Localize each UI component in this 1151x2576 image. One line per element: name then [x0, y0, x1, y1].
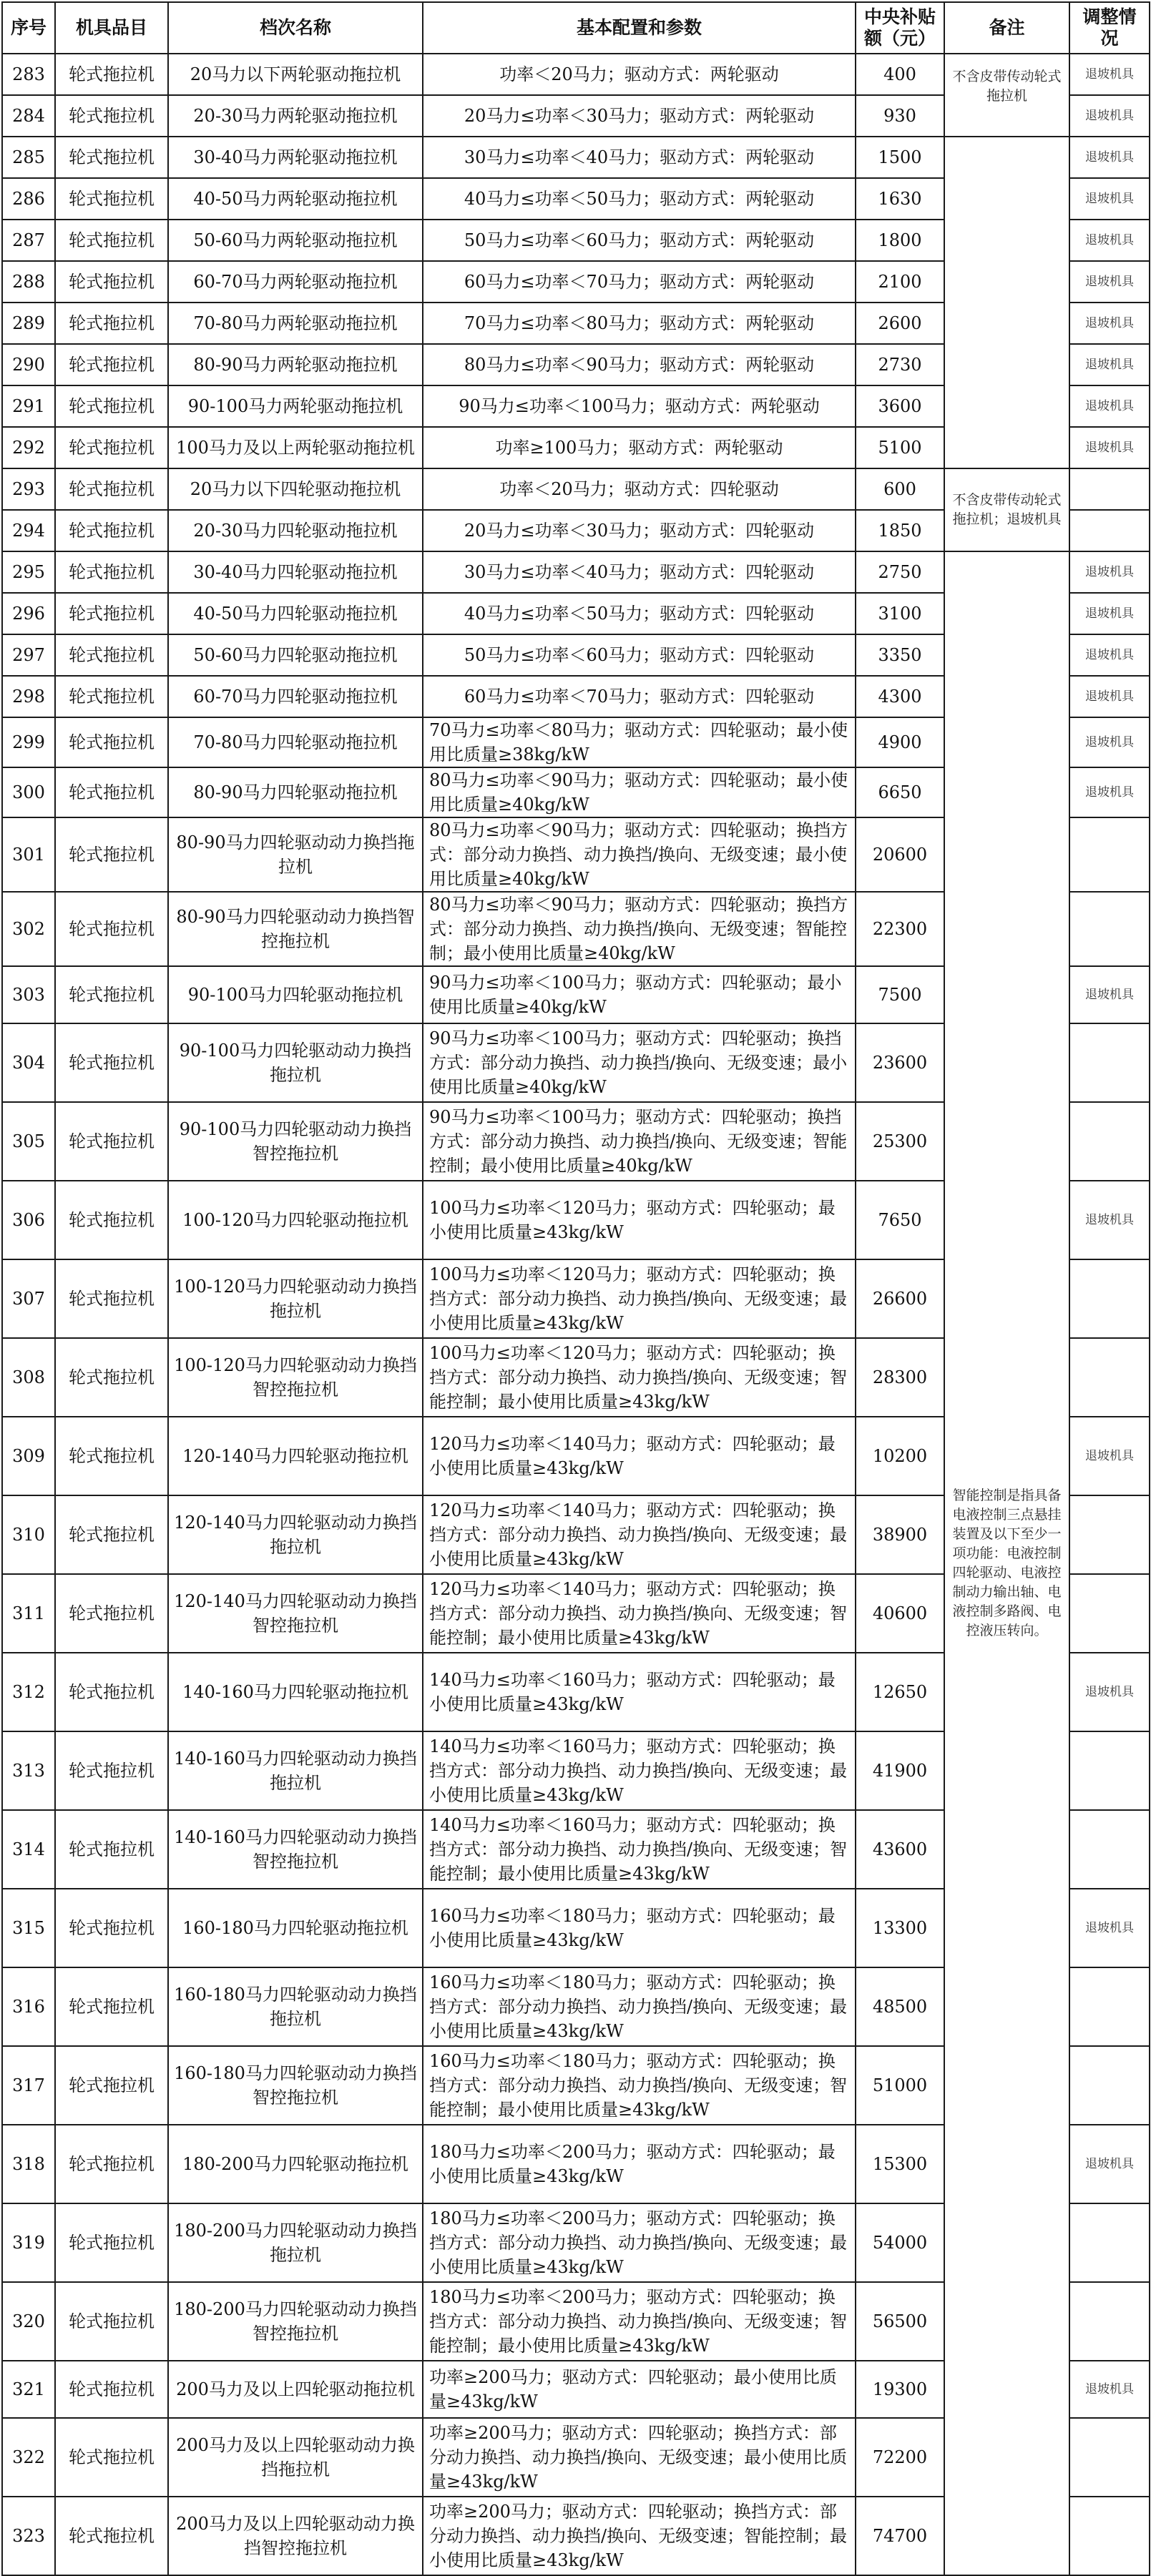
- adjust-status: [1069, 2046, 1150, 2125]
- subsidy-amount: 23600: [856, 1023, 944, 1102]
- grade-name: 140-160马力四轮驱动动力换挡拖拉机: [168, 1731, 423, 1810]
- adjust-status: 退坡机具: [1069, 966, 1150, 1023]
- adjust-status: [1069, 2203, 1150, 2282]
- grade-name: 160-180马力四轮驱动拖拉机: [168, 1889, 423, 1967]
- spec-params: 功率＜20马力；驱动方式：四轮驱动: [423, 468, 856, 510]
- row-number: 302: [2, 892, 55, 966]
- header-subsidy: 中央补贴额（元）: [856, 2, 944, 54]
- machine-item: 轮式拖拉机: [55, 2282, 168, 2361]
- spec-params: 160马力≤功率＜180马力；驱动方式：四轮驱动；换挡方式：部分动力换挡、动力换挡/换向、无级变速；最小使用比质量≥43kg/kW: [423, 1967, 856, 2046]
- table-row: [2, 137, 1150, 178]
- adjust-status: 退坡机具: [1069, 1889, 1150, 1967]
- adjust-status: [1069, 1102, 1150, 1181]
- subsidy-amount: 48500: [856, 1967, 944, 2046]
- row-number: 323: [2, 2497, 55, 2575]
- row-number: 288: [2, 261, 55, 303]
- machine-item: 轮式拖拉机: [55, 593, 168, 634]
- grade-name: 20-30马力四轮驱动拖拉机: [168, 510, 423, 551]
- machine-item: 轮式拖拉机: [55, 1731, 168, 1810]
- grade-name: 120-140马力四轮驱动动力换挡智控拖拉机: [168, 1574, 423, 1653]
- row-number: 313: [2, 1731, 55, 1810]
- table-row: [2, 551, 1150, 593]
- machine-item: 轮式拖拉机: [55, 817, 168, 892]
- machine-item: 轮式拖拉机: [55, 220, 168, 261]
- machine-item: 轮式拖拉机: [55, 510, 168, 551]
- remark-cell: 不含皮带传动轮式拖拉机: [944, 54, 1069, 137]
- subsidy-amount: 22300: [856, 892, 944, 966]
- row-number: 312: [2, 1653, 55, 1731]
- grade-name: 40-50马力四轮驱动拖拉机: [168, 593, 423, 634]
- machine-item: 轮式拖拉机: [55, 2046, 168, 2125]
- subsidy-amount: 7500: [856, 966, 944, 1023]
- spec-params: 80马力≤功率＜90马力；驱动方式：两轮驱动: [423, 344, 856, 385]
- row-number: 311: [2, 1574, 55, 1653]
- row-number: 286: [2, 178, 55, 220]
- machine-item: 轮式拖拉机: [55, 1181, 168, 1259]
- subsidy-amount: 2600: [856, 303, 944, 344]
- machine-item: 轮式拖拉机: [55, 2418, 168, 2497]
- machine-item: 轮式拖拉机: [55, 385, 168, 427]
- adjust-status: 退坡机具: [1069, 344, 1150, 385]
- adjust-status: 退坡机具: [1069, 178, 1150, 220]
- subsidy-amount: 72200: [856, 2418, 944, 2497]
- adjust-status: [1069, 1023, 1150, 1102]
- spec-params: 80马力≤功率＜90马力；驱动方式：四轮驱动；最小使用比质量≥40kg/kW: [423, 767, 856, 817]
- adjust-status: 退坡机具: [1069, 137, 1150, 178]
- subsidy-amount: 40600: [856, 1574, 944, 1653]
- machine-item: 轮式拖拉机: [55, 2361, 168, 2418]
- grade-name: 80-90马力两轮驱动拖拉机: [168, 344, 423, 385]
- adjust-status: 退坡机具: [1069, 676, 1150, 717]
- header-row: [2, 2, 1150, 54]
- header-grade: 档次名称: [168, 2, 423, 54]
- subsidy-amount: 3350: [856, 634, 944, 676]
- grade-name: 90-100马力两轮驱动拖拉机: [168, 385, 423, 427]
- machine-item: 轮式拖拉机: [55, 1495, 168, 1574]
- subsidy-amount: 5100: [856, 427, 944, 468]
- adjust-status: 退坡机具: [1069, 717, 1150, 767]
- spec-params: 功率≥100马力；驱动方式：两轮驱动: [423, 427, 856, 468]
- spec-params: 180马力≤功率＜200马力；驱动方式：四轮驱动；换挡方式：部分动力换挡、动力换挡/换向、无级变速；智能控制；最小使用比质量≥43kg/kW: [423, 2282, 856, 2361]
- row-number: 306: [2, 1181, 55, 1259]
- machine-item: 轮式拖拉机: [55, 676, 168, 717]
- machine-item: 轮式拖拉机: [55, 1574, 168, 1653]
- subsidy-amount: 2750: [856, 551, 944, 593]
- grade-name: 100-120马力四轮驱动拖拉机: [168, 1181, 423, 1259]
- adjust-status: 退坡机具: [1069, 303, 1150, 344]
- grade-name: 120-140马力四轮驱动动力换挡拖拉机: [168, 1495, 423, 1574]
- grade-name: 30-40马力两轮驱动拖拉机: [168, 137, 423, 178]
- grade-name: 70-80马力两轮驱动拖拉机: [168, 303, 423, 344]
- grade-name: 40-50马力两轮驱动拖拉机: [168, 178, 423, 220]
- table-body: [2, 54, 1150, 2575]
- subsidy-amount: 43600: [856, 1810, 944, 1889]
- machine-item: 轮式拖拉机: [55, 427, 168, 468]
- spec-params: 180马力≤功率＜200马力；驱动方式：四轮驱动；最小使用比质量≥43kg/kW: [423, 2125, 856, 2203]
- spec-params: 功率≥200马力；驱动方式：四轮驱动；最小使用比质量≥43kg/kW: [423, 2361, 856, 2418]
- adjust-status: [1069, 1574, 1150, 1653]
- row-number: 284: [2, 95, 55, 137]
- row-number: 294: [2, 510, 55, 551]
- spec-params: 100马力≤功率＜120马力；驱动方式：四轮驱动；换挡方式：部分动力换挡、动力换挡/换向、无级变速；智能控制；最小使用比质量≥43kg/kW: [423, 1338, 856, 1417]
- adjust-status: 退坡机具: [1069, 593, 1150, 634]
- spec-params: 40马力≤功率＜50马力；驱动方式：四轮驱动: [423, 593, 856, 634]
- machine-item: 轮式拖拉机: [55, 303, 168, 344]
- adjust-status: 退坡机具: [1069, 220, 1150, 261]
- row-number: 314: [2, 1810, 55, 1889]
- subsidy-amount: 2100: [856, 261, 944, 303]
- subsidy-amount: 25300: [856, 1102, 944, 1181]
- spec-params: 60马力≤功率＜70马力；驱动方式：两轮驱动: [423, 261, 856, 303]
- machine-item: 轮式拖拉机: [55, 2203, 168, 2282]
- grade-name: 160-180马力四轮驱动动力换挡智控拖拉机: [168, 2046, 423, 2125]
- grade-name: 80-90马力四轮驱动动力换挡智控拖拉机: [168, 892, 423, 966]
- spec-params: 60马力≤功率＜70马力；驱动方式：四轮驱动: [423, 676, 856, 717]
- machine-item: 轮式拖拉机: [55, 551, 168, 593]
- row-number: 296: [2, 593, 55, 634]
- subsidy-amount: 3100: [856, 593, 944, 634]
- grade-name: 20马力以下两轮驱动拖拉机: [168, 54, 423, 95]
- table-row: [2, 54, 1150, 95]
- subsidy-amount: 600: [856, 468, 944, 510]
- adjust-status: 退坡机具: [1069, 634, 1150, 676]
- machine-item: 轮式拖拉机: [55, 95, 168, 137]
- machine-item: 轮式拖拉机: [55, 468, 168, 510]
- adjust-status: [1069, 1338, 1150, 1417]
- row-number: 292: [2, 427, 55, 468]
- spec-params: 80马力≤功率＜90马力；驱动方式：四轮驱动；换挡方式：部分动力换挡、动力换挡/换向、无级变速；最小使用比质量≥40kg/kW: [423, 817, 856, 892]
- machine-item: 轮式拖拉机: [55, 2497, 168, 2575]
- subsidy-table: [1, 1, 1150, 2576]
- machine-item: 轮式拖拉机: [55, 137, 168, 178]
- spec-params: 90马力≤功率＜100马力；驱动方式：四轮驱动；换挡方式：部分动力换挡、动力换挡/换向、无级变速；最小使用比质量≥40kg/kW: [423, 1023, 856, 1102]
- subsidy-amount: 4900: [856, 717, 944, 767]
- adjust-status: [1069, 1259, 1150, 1338]
- adjust-status: 退坡机具: [1069, 551, 1150, 593]
- grade-name: 200马力及以上四轮驱动动力换挡拖拉机: [168, 2418, 423, 2497]
- subsidy-amount: 13300: [856, 1889, 944, 1967]
- row-number: 287: [2, 220, 55, 261]
- machine-item: 轮式拖拉机: [55, 1259, 168, 1338]
- row-number: 317: [2, 2046, 55, 2125]
- subsidy-amount: 54000: [856, 2203, 944, 2282]
- adjust-status: 退坡机具: [1069, 2361, 1150, 2418]
- spec-params: 50马力≤功率＜60马力；驱动方式：四轮驱动: [423, 634, 856, 676]
- spec-params: 功率≥200马力；驱动方式：四轮驱动；换挡方式：部分动力换挡、动力换挡/换向、无级变速；最小使用比质量≥43kg/kW: [423, 2418, 856, 2497]
- grade-name: 180-200马力四轮驱动拖拉机: [168, 2125, 423, 2203]
- spec-params: 140马力≤功率＜160马力；驱动方式：四轮驱动；最小使用比质量≥43kg/kW: [423, 1653, 856, 1731]
- subsidy-amount: 51000: [856, 2046, 944, 2125]
- machine-item: 轮式拖拉机: [55, 1023, 168, 1102]
- machine-item: 轮式拖拉机: [55, 261, 168, 303]
- adjust-status: [1069, 2497, 1150, 2575]
- machine-item: 轮式拖拉机: [55, 1338, 168, 1417]
- row-number: 305: [2, 1102, 55, 1181]
- row-number: 307: [2, 1259, 55, 1338]
- grade-name: 50-60马力两轮驱动拖拉机: [168, 220, 423, 261]
- adjust-status: [1069, 2418, 1150, 2497]
- spec-params: 20马力≤功率＜30马力；驱动方式：四轮驱动: [423, 510, 856, 551]
- header-remark: 备注: [944, 2, 1069, 54]
- spec-params: 100马力≤功率＜120马力；驱动方式：四轮驱动；换挡方式：部分动力换挡、动力换挡/换向、无级变速；最小使用比质量≥43kg/kW: [423, 1259, 856, 1338]
- grade-name: 120-140马力四轮驱动拖拉机: [168, 1417, 423, 1495]
- adjust-status: [1069, 1810, 1150, 1889]
- row-number: 309: [2, 1417, 55, 1495]
- subsidy-amount: 56500: [856, 2282, 944, 2361]
- grade-name: 180-200马力四轮驱动动力换挡拖拉机: [168, 2203, 423, 2282]
- grade-name: 90-100马力四轮驱动拖拉机: [168, 966, 423, 1023]
- row-number: 290: [2, 344, 55, 385]
- machine-item: 轮式拖拉机: [55, 1967, 168, 2046]
- subsidy-amount: 15300: [856, 2125, 944, 2203]
- subsidy-amount: 19300: [856, 2361, 944, 2418]
- spec-params: 90马力≤功率＜100马力；驱动方式：四轮驱动；换挡方式：部分动力换挡、动力换挡/换向、无级变速；智能控制；最小使用比质量≥40kg/kW: [423, 1102, 856, 1181]
- row-number: 321: [2, 2361, 55, 2418]
- spec-params: 120马力≤功率＜140马力；驱动方式：四轮驱动；换挡方式：部分动力换挡、动力换挡/换向、无级变速；智能控制；最小使用比质量≥43kg/kW: [423, 1574, 856, 1653]
- machine-item: 轮式拖拉机: [55, 892, 168, 966]
- row-number: 298: [2, 676, 55, 717]
- grade-name: 200马力及以上四轮驱动拖拉机: [168, 2361, 423, 2418]
- remark-cell: 不含皮带传动轮式拖拉机；退坡机具: [944, 468, 1069, 551]
- row-number: 319: [2, 2203, 55, 2282]
- adjust-status: 退坡机具: [1069, 54, 1150, 95]
- spec-params: 30马力≤功率＜40马力；驱动方式：四轮驱动: [423, 551, 856, 593]
- spec-params: 180马力≤功率＜200马力；驱动方式：四轮驱动；换挡方式：部分动力换挡、动力换挡/换向、无级变速；最小使用比质量≥43kg/kW: [423, 2203, 856, 2282]
- row-number: 303: [2, 966, 55, 1023]
- machine-item: 轮式拖拉机: [55, 178, 168, 220]
- subsidy-amount: 28300: [856, 1338, 944, 1417]
- machine-item: 轮式拖拉机: [55, 717, 168, 767]
- adjust-status: 退坡机具: [1069, 1653, 1150, 1731]
- spec-params: 70马力≤功率＜80马力；驱动方式：四轮驱动；最小使用比质量≥38kg/kW: [423, 717, 856, 767]
- adjust-status: 退坡机具: [1069, 767, 1150, 817]
- adjust-status: 退坡机具: [1069, 2125, 1150, 2203]
- spec-params: 功率≥200马力；驱动方式：四轮驱动；换挡方式：部分动力换挡、动力换挡/换向、无级变速；智能控制；最小使用比质量≥43kg/kW: [423, 2497, 856, 2575]
- spec-params: 30马力≤功率＜40马力；驱动方式：两轮驱动: [423, 137, 856, 178]
- row-number: 289: [2, 303, 55, 344]
- machine-item: 轮式拖拉机: [55, 1102, 168, 1181]
- subsidy-amount: 1500: [856, 137, 944, 178]
- header-no: 序号: [2, 2, 55, 54]
- header-adjust: 调整情况: [1069, 2, 1150, 54]
- spec-params: 140马力≤功率＜160马力；驱动方式：四轮驱动；换挡方式：部分动力换挡、动力换挡/换向、无级变速；最小使用比质量≥43kg/kW: [423, 1731, 856, 1810]
- subsidy-amount: 41900: [856, 1731, 944, 1810]
- spec-params: 功率＜20马力；驱动方式：两轮驱动: [423, 54, 856, 95]
- subsidy-amount: 1850: [856, 510, 944, 551]
- grade-name: 140-160马力四轮驱动动力换挡智控拖拉机: [168, 1810, 423, 1889]
- remark-cell: 智能控制是指具备电液控制三点悬挂装置及以下至少一项功能：电液控制四轮驱动、电液控制动力输出轴、电液控制多路阀、电控液压转向。: [944, 551, 1069, 2575]
- adjust-status: 退坡机具: [1069, 1417, 1150, 1495]
- spec-params: 160马力≤功率＜180马力；驱动方式：四轮驱动；最小使用比质量≥43kg/kW: [423, 1889, 856, 1967]
- row-number: 304: [2, 1023, 55, 1102]
- adjust-status: 退坡机具: [1069, 427, 1150, 468]
- grade-name: 60-70马力四轮驱动拖拉机: [168, 676, 423, 717]
- remark-cell: [944, 137, 1069, 468]
- adjust-status: 退坡机具: [1069, 1181, 1150, 1259]
- grade-name: 20马力以下四轮驱动拖拉机: [168, 468, 423, 510]
- grade-name: 180-200马力四轮驱动动力换挡智控拖拉机: [168, 2282, 423, 2361]
- row-number: 308: [2, 1338, 55, 1417]
- machine-item: 轮式拖拉机: [55, 1810, 168, 1889]
- machine-item: 轮式拖拉机: [55, 344, 168, 385]
- adjust-status: [1069, 1495, 1150, 1574]
- grade-name: 20-30马力两轮驱动拖拉机: [168, 95, 423, 137]
- grade-name: 200马力及以上四轮驱动动力换挡智控拖拉机: [168, 2497, 423, 2575]
- subsidy-amount: 74700: [856, 2497, 944, 2575]
- spec-params: 50马力≤功率＜60马力；驱动方式：两轮驱动: [423, 220, 856, 261]
- adjust-status: [1069, 510, 1150, 551]
- grade-name: 80-90马力四轮驱动拖拉机: [168, 767, 423, 817]
- grade-name: 80-90马力四轮驱动动力换挡拖拉机: [168, 817, 423, 892]
- table-row: [2, 468, 1150, 510]
- grade-name: 100-120马力四轮驱动动力换挡智控拖拉机: [168, 1338, 423, 1417]
- subsidy-amount: 400: [856, 54, 944, 95]
- row-number: 318: [2, 2125, 55, 2203]
- spec-params: 20马力≤功率＜30马力；驱动方式：两轮驱动: [423, 95, 856, 137]
- adjust-status: 退坡机具: [1069, 385, 1150, 427]
- spec-params: 100马力≤功率＜120马力；驱动方式：四轮驱动；最小使用比质量≥43kg/kW: [423, 1181, 856, 1259]
- row-number: 283: [2, 54, 55, 95]
- subsidy-amount: 6650: [856, 767, 944, 817]
- spec-params: 90马力≤功率＜100马力；驱动方式：两轮驱动: [423, 385, 856, 427]
- subsidy-amount: 7650: [856, 1181, 944, 1259]
- spec-params: 140马力≤功率＜160马力；驱动方式：四轮驱动；换挡方式：部分动力换挡、动力换挡/换向、无级变速；智能控制；最小使用比质量≥43kg/kW: [423, 1810, 856, 1889]
- row-number: 315: [2, 1889, 55, 1967]
- grade-name: 160-180马力四轮驱动动力换挡拖拉机: [168, 1967, 423, 2046]
- machine-item: 轮式拖拉机: [55, 966, 168, 1023]
- subsidy-amount: 930: [856, 95, 944, 137]
- row-number: 297: [2, 634, 55, 676]
- grade-name: 100马力及以上两轮驱动拖拉机: [168, 427, 423, 468]
- adjust-status: [1069, 892, 1150, 966]
- grade-name: 100-120马力四轮驱动动力换挡拖拉机: [168, 1259, 423, 1338]
- machine-item: 轮式拖拉机: [55, 54, 168, 95]
- row-number: 299: [2, 717, 55, 767]
- spec-params: 80马力≤功率＜90马力；驱动方式：四轮驱动；换挡方式：部分动力换挡、动力换挡/换向、无级变速；智能控制；最小使用比质量≥40kg/kW: [423, 892, 856, 966]
- spec-params: 120马力≤功率＜140马力；驱动方式：四轮驱动；换挡方式：部分动力换挡、动力换挡/换向、无级变速；最小使用比质量≥43kg/kW: [423, 1495, 856, 1574]
- subsidy-amount: 10200: [856, 1417, 944, 1495]
- adjust-status: [1069, 2282, 1150, 2361]
- row-number: 322: [2, 2418, 55, 2497]
- spec-params: 90马力≤功率＜100马力；驱动方式：四轮驱动；最小使用比质量≥40kg/kW: [423, 966, 856, 1023]
- spec-params: 40马力≤功率＜50马力；驱动方式：两轮驱动: [423, 178, 856, 220]
- adjust-status: 退坡机具: [1069, 261, 1150, 303]
- spec-params: 120马力≤功率＜140马力；驱动方式：四轮驱动；最小使用比质量≥43kg/kW: [423, 1417, 856, 1495]
- header-spec: 基本配置和参数: [423, 2, 856, 54]
- grade-name: 70-80马力四轮驱动拖拉机: [168, 717, 423, 767]
- row-number: 300: [2, 767, 55, 817]
- row-number: 301: [2, 817, 55, 892]
- grade-name: 60-70马力两轮驱动拖拉机: [168, 261, 423, 303]
- grade-name: 30-40马力四轮驱动拖拉机: [168, 551, 423, 593]
- row-number: 293: [2, 468, 55, 510]
- row-number: 320: [2, 2282, 55, 2361]
- grade-name: 90-100马力四轮驱动动力换挡智控拖拉机: [168, 1102, 423, 1181]
- grade-name: 50-60马力四轮驱动拖拉机: [168, 634, 423, 676]
- adjust-status: [1069, 817, 1150, 892]
- subsidy-amount: 38900: [856, 1495, 944, 1574]
- machine-item: 轮式拖拉机: [55, 2125, 168, 2203]
- machine-item: 轮式拖拉机: [55, 1889, 168, 1967]
- subsidy-amount: 12650: [856, 1653, 944, 1731]
- machine-item: 轮式拖拉机: [55, 767, 168, 817]
- adjust-status: [1069, 468, 1150, 510]
- machine-item: 轮式拖拉机: [55, 1417, 168, 1495]
- subsidy-amount: 1800: [856, 220, 944, 261]
- spec-params: 70马力≤功率＜80马力；驱动方式：两轮驱动: [423, 303, 856, 344]
- spec-params: 160马力≤功率＜180马力；驱动方式：四轮驱动；换挡方式：部分动力换挡、动力换挡/换向、无级变速；智能控制；最小使用比质量≥43kg/kW: [423, 2046, 856, 2125]
- subsidy-amount: 1630: [856, 178, 944, 220]
- subsidy-amount: 20600: [856, 817, 944, 892]
- row-number: 291: [2, 385, 55, 427]
- subsidy-amount: 4300: [856, 676, 944, 717]
- subsidy-amount: 26600: [856, 1259, 944, 1338]
- subsidy-amount: 2730: [856, 344, 944, 385]
- adjust-status: [1069, 1967, 1150, 2046]
- adjust-status: 退坡机具: [1069, 95, 1150, 137]
- row-number: 310: [2, 1495, 55, 1574]
- grade-name: 140-160马力四轮驱动拖拉机: [168, 1653, 423, 1731]
- header-item: 机具品目: [55, 2, 168, 54]
- machine-item: 轮式拖拉机: [55, 634, 168, 676]
- row-number: 285: [2, 137, 55, 178]
- adjust-status: [1069, 1731, 1150, 1810]
- machine-item: 轮式拖拉机: [55, 1653, 168, 1731]
- row-number: 316: [2, 1967, 55, 2046]
- grade-name: 90-100马力四轮驱动动力换挡拖拉机: [168, 1023, 423, 1102]
- row-number: 295: [2, 551, 55, 593]
- subsidy-amount: 3600: [856, 385, 944, 427]
